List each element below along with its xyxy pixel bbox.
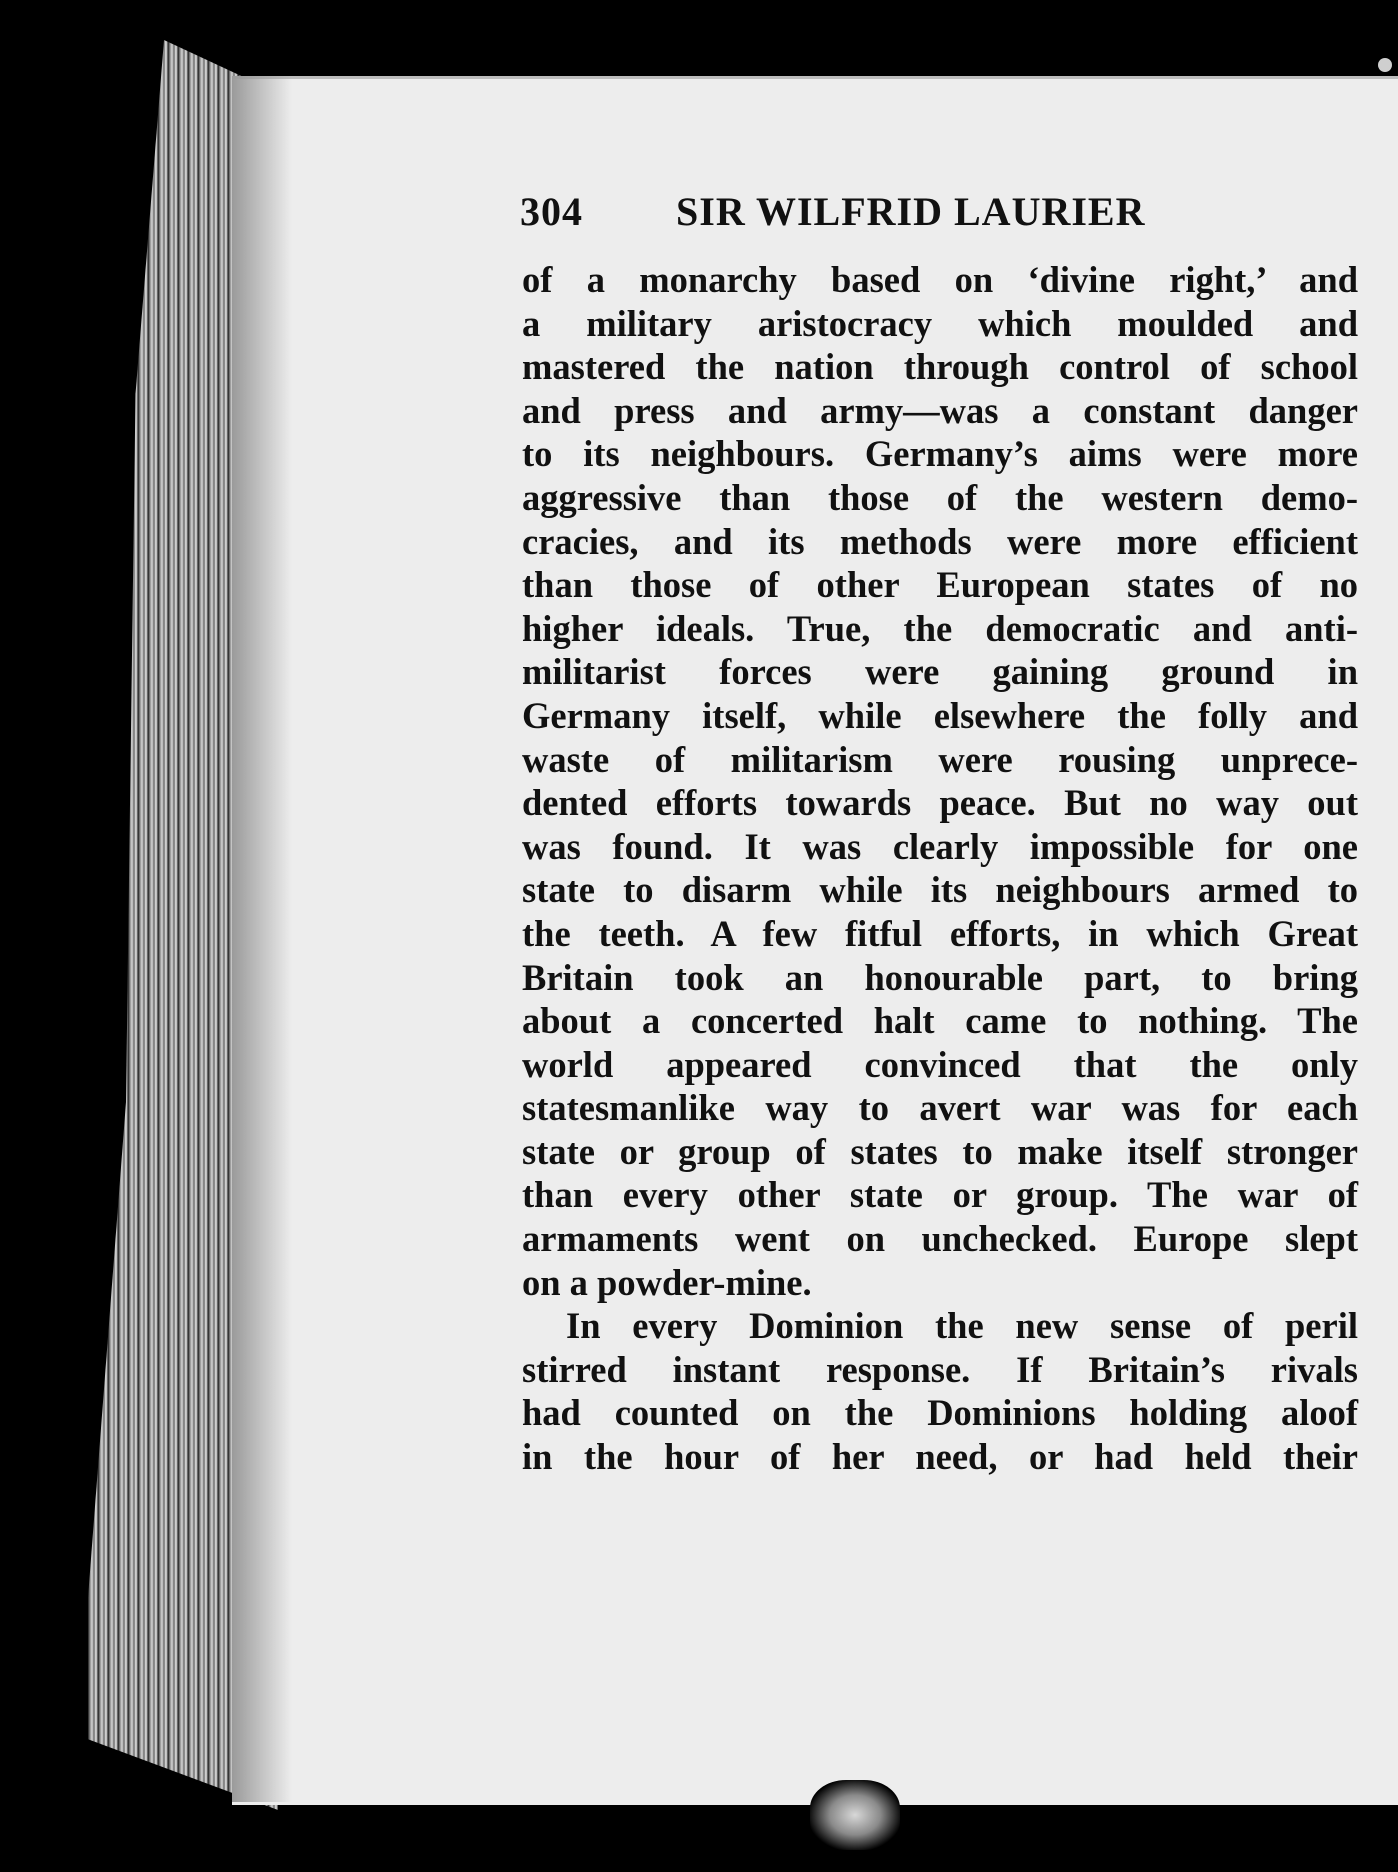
text-line: In every Dominion the new sense of peril: [566, 1305, 1358, 1347]
text-line: militarist forces were gaining ground in: [522, 651, 1358, 693]
running-head: SIR WILFRID LAURIER: [676, 189, 1146, 234]
text-line: and press and army—was a constant danger: [522, 389, 1358, 431]
text-line: cracies, and its methods were more efficient: [522, 520, 1358, 562]
text-line: to its neighbours. Germany’s aims were more: [522, 433, 1358, 475]
page-gutter-shadow: [232, 76, 292, 1802]
text-line: Britain took an honourable part, to bring: [522, 956, 1358, 998]
scan-artifact: [810, 1780, 900, 1850]
text-line: state or group of states to make itself stronger: [522, 1130, 1358, 1172]
text-line: was found. It was clearly impossible for one: [522, 825, 1358, 867]
text-line: on a powder-mine.: [522, 1261, 812, 1303]
page-header: [520, 188, 1220, 244]
text-line: statesmanlike way to avert war was for each: [522, 1087, 1358, 1129]
text-line: of a monarchy based on ‘divine right,’ and: [522, 259, 1358, 300]
page-number: 304: [520, 189, 583, 234]
text-line: stirred instant response. If Britain’s rivals: [522, 1348, 1358, 1390]
text-line: state to disarm while its neighbours armed to: [522, 869, 1358, 911]
text-line: had counted on the Dominions holding aloof: [522, 1392, 1358, 1434]
text-line: armaments went on unchecked. Europe slept: [522, 1218, 1358, 1260]
scan-artifact: [1378, 58, 1392, 72]
text-line: about a concerted halt came to nothing. The: [522, 1000, 1358, 1042]
text-line: aggressive than those of the western demo-: [522, 476, 1358, 518]
text-line: a military aristocracy which moulded and: [522, 302, 1358, 344]
text-line: than those of other European states of no: [522, 564, 1358, 606]
text-line: dented efforts towards peace. But no way out: [522, 782, 1358, 824]
text-line: Germany itself, while elsewhere the folly and: [522, 694, 1358, 736]
text-line: than every other state or group. The war of: [522, 1174, 1358, 1216]
text-line: the teeth. A few fitful efforts, in which Great: [522, 912, 1358, 954]
text-line: world appeared convinced that the only: [522, 1043, 1358, 1085]
body-text: [522, 258, 1358, 1479]
text-line: in the hour of her need, or had held their: [522, 1436, 1358, 1478]
text-line: higher ideals. True, the democratic and anti-: [522, 607, 1358, 649]
text-line: mastered the nation through control of school: [522, 346, 1358, 388]
text-line: waste of militarism were rousing unprece-: [522, 738, 1358, 780]
